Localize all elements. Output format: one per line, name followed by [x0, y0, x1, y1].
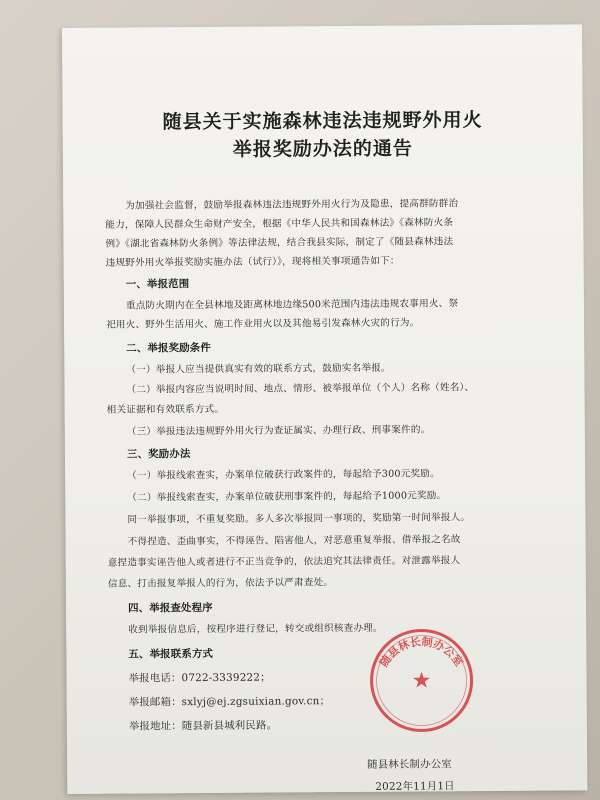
section-1-line-1: 重点防火期内在全县林地及距离林地边缘500米范围内违法违规农事用火、祭 — [125, 298, 459, 312]
section-3-para-2-line-2: 意捏造事实诬告他人或者进行不正当竞争的，依法追究其法律责任。对泄露举报人 — [107, 555, 461, 569]
section-2-item-3: （三）举报违法违规野外用火行为查证属实、办理行政、刑事案件的。 — [126, 424, 431, 438]
section-4-body: 收到举报信息后，按程序进行登记，转交或组织核查办理。 — [128, 622, 383, 636]
official-seal-stamp — [366, 625, 477, 736]
intro-line-1: 为加强社会监督，鼓励举报森林违法违规野外用火行为及隐患，提高群防群治 — [125, 198, 459, 212]
section-4-heading: 四、举报查处程序 — [128, 601, 213, 615]
signature-office: 随县林长制办公室 — [367, 758, 452, 771]
section-2-item-2-line-2: 相关证据和有效联系方式。 — [106, 403, 225, 416]
section-2-heading: 二、举报奖励条件 — [126, 341, 212, 355]
svg-text:★: ★ — [411, 668, 432, 694]
contact-email: 举报邮箱：sxlyj@ej.zgsuixian.gov.cn； — [128, 695, 331, 709]
section-3-para-2-line-1: 不得捏造、歪曲事实，不得诬告、陷害他人，对恶意重复举报、借举报之名故 — [127, 534, 461, 548]
contact-phone: 举报电话：0722-3339222； — [128, 671, 271, 685]
section-3-heading: 三、奖励办法 — [126, 448, 191, 461]
notice-title-line1: 随县关于实施森林违法违规野外用火 — [162, 109, 483, 134]
intro-line-3: 例》《湖北省森林防火条例》等法律法规，结合我县实际，制定了《随县森林违法 — [105, 236, 454, 250]
section-3-item-2: （二）举报线索查实，办案单位破获刑事案件的，每起给予1000元奖励。 — [127, 490, 447, 504]
section-5-heading: 五、举报联系方式 — [128, 647, 214, 661]
notice-paper — [62, 24, 587, 794]
svg-text:随县林长制办公室: 随县林长制办公室 — [377, 635, 466, 670]
intro-line-4: 违规野外用火举报奖励实施办法（试行）》，现将相关事项通告如下： — [105, 255, 400, 269]
signature-date: 2022年11月1日 — [375, 780, 455, 793]
section-1-line-2: 祀用火、野外生活用火、施工作业用火以及其他易引发森林火灾的行为。 — [106, 317, 420, 331]
section-2-item-2-line-1: （二）举报内容应当说明时间、地点、情形、被举报单位（个人）名称（姓名）、 — [126, 382, 475, 396]
section-3-para-2-line-3: 信息、打击报复举报人的行为，依法予以严肃查处。 — [107, 577, 334, 590]
intro-line-2: 能力，保障人民群众生命财产安全，根据《中华人民共和国森林法》《森林防火条 — [105, 217, 454, 231]
notice-title-line2: 举报奖励办法的通告 — [232, 137, 413, 161]
section-2-item-1: （一）举报人应当提供真实有效的联系方式，鼓励实名举报。 — [126, 362, 391, 376]
section-3-item-1: （一）举报线索查实，办案单位破获行政案件的，每起给予300元奖励。 — [127, 468, 440, 482]
contact-address: 举报地址：随县新县城利民路。 — [128, 719, 278, 733]
section-1-heading: 一、举报范围 — [125, 278, 190, 291]
section-3-para-1: 同一举报事项，不重复奖励。多人多次举报同一事项的，奖励第一时间举报人。 — [127, 512, 471, 526]
